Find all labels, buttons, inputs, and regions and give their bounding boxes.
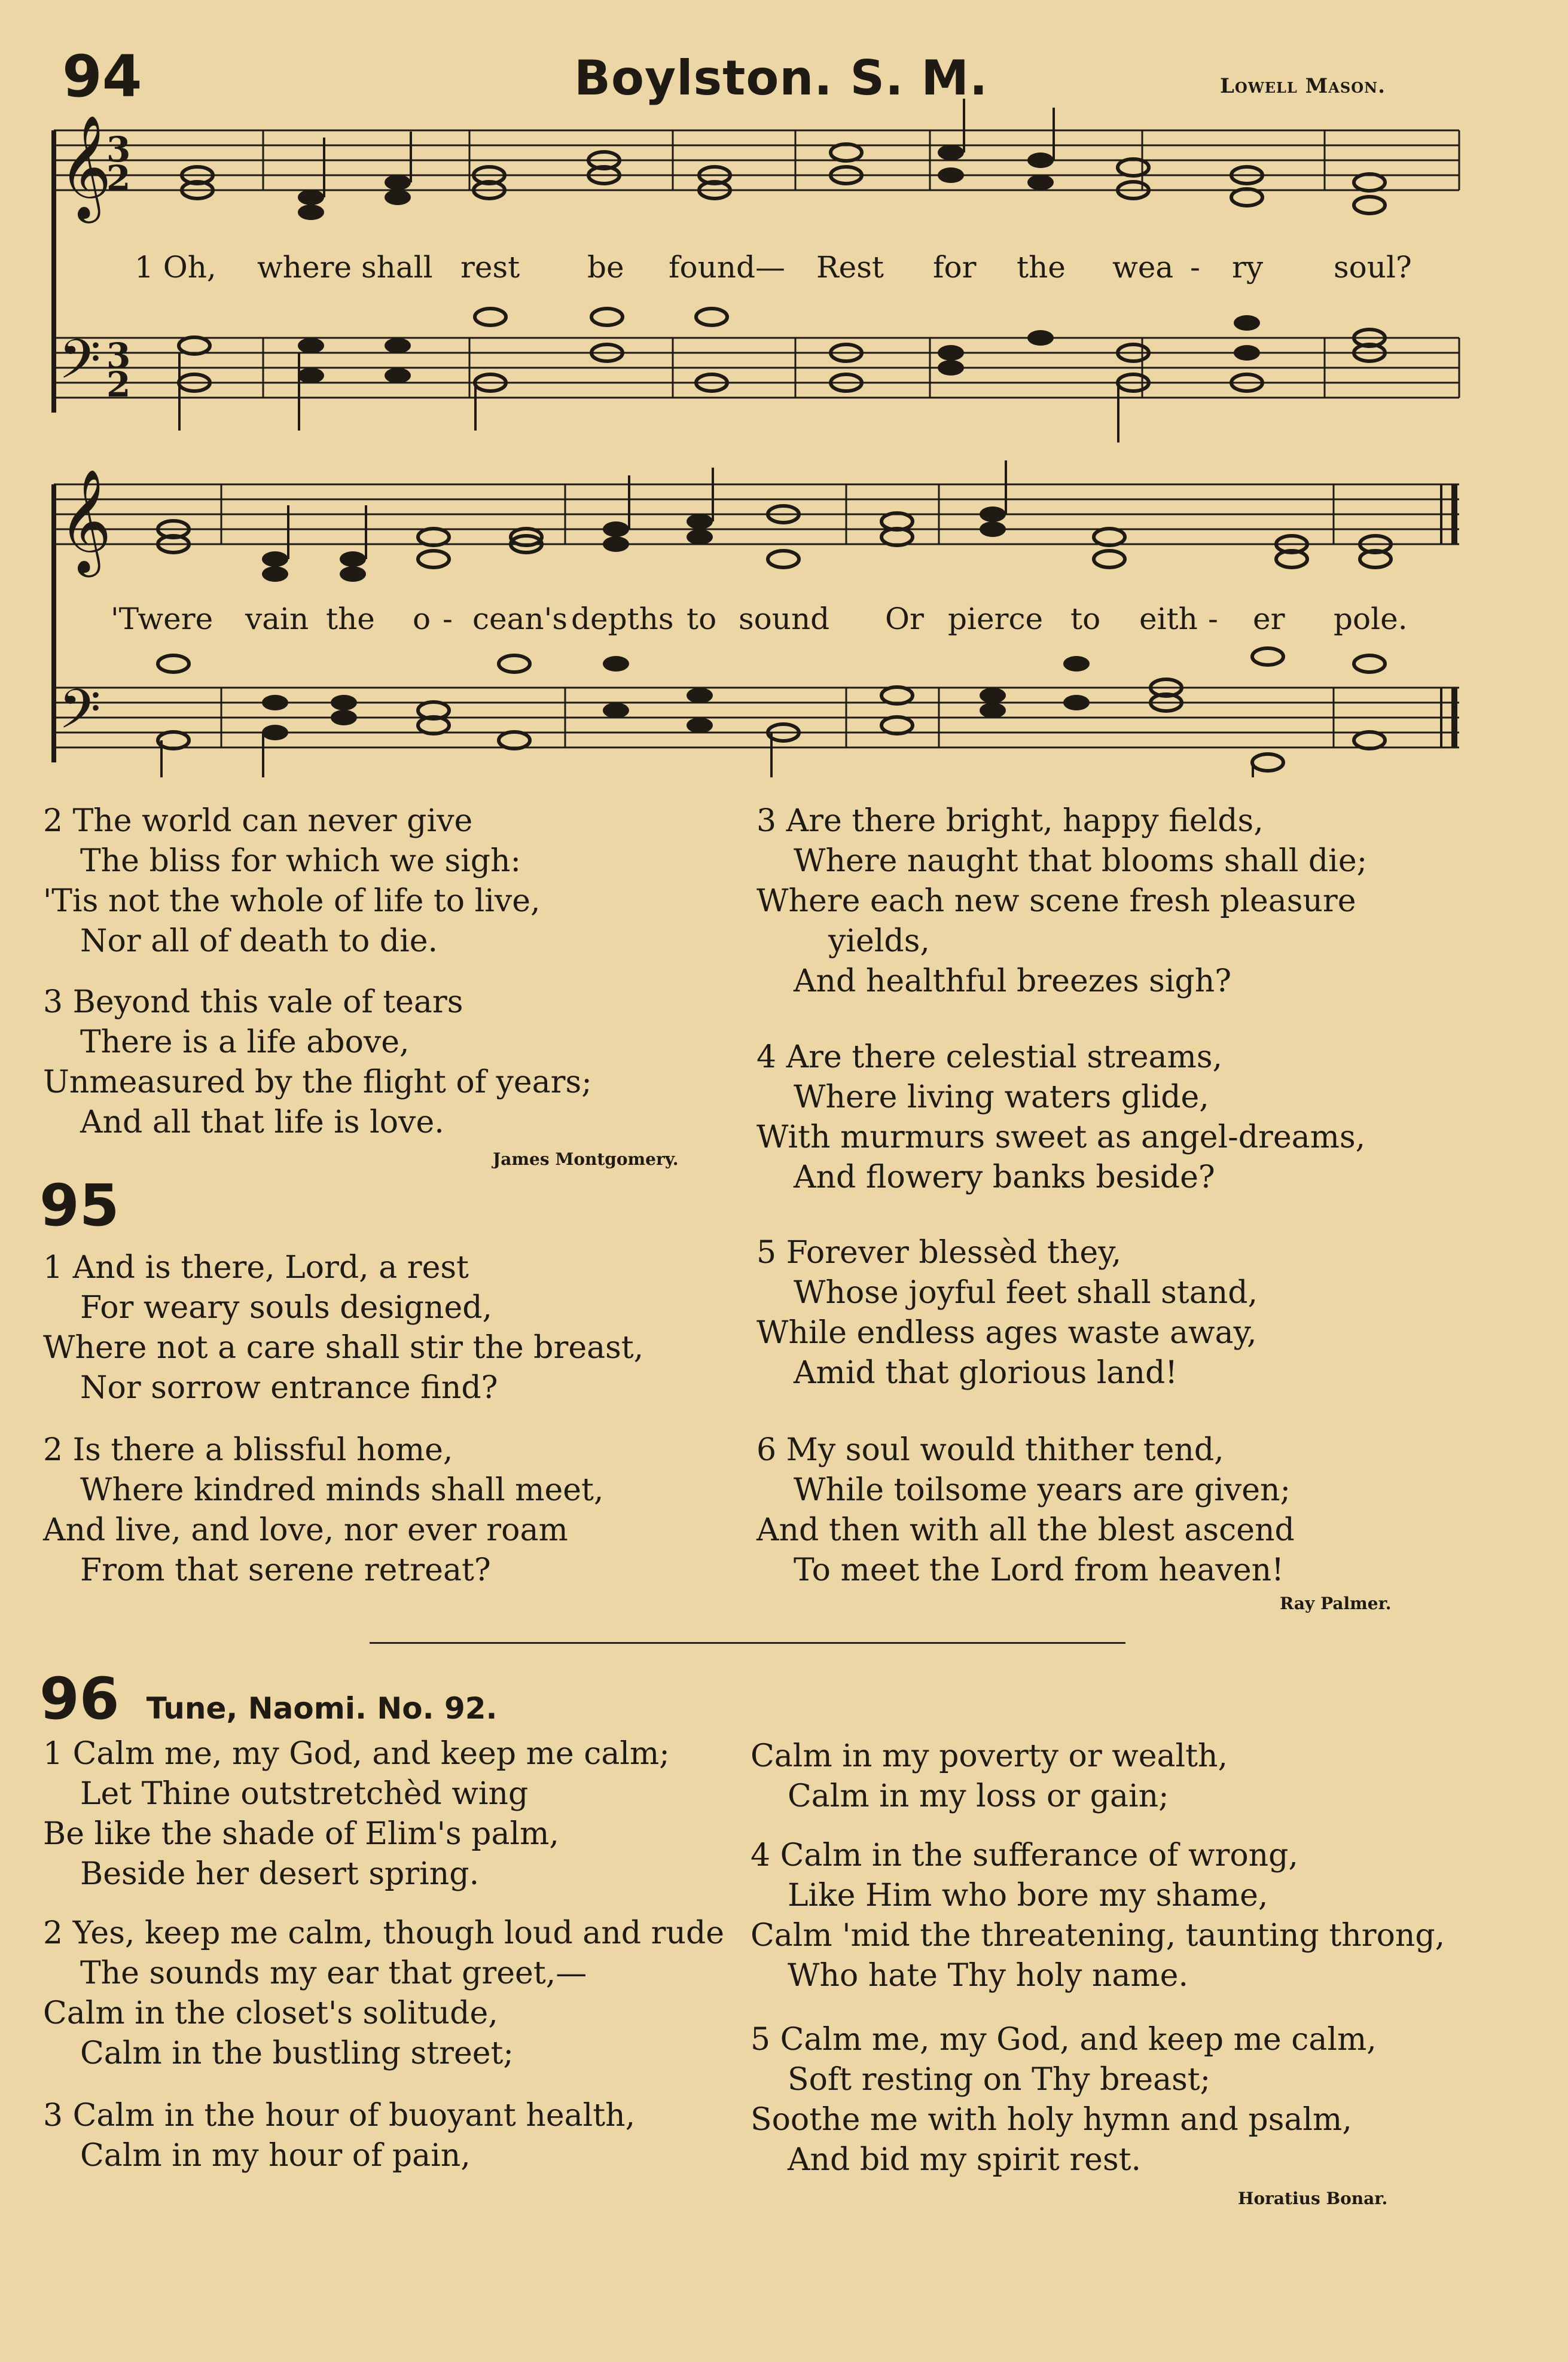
hymn96-header [39,1665,498,1732]
stanza-line: Beside her desert spring. [80,1856,480,1892]
lyric-word: sound [739,602,830,636]
stanza-line: Whose joyful feet shall stand, [794,1275,1258,1311]
tune-reference: Tune, Naomi. No. 92. [146,1691,498,1726]
stanza-line: Where naught that blooms shall die; [794,843,1368,879]
stanza-line: And flowery banks beside? [794,1159,1215,1195]
stanza-line: Calm in my poverty or wealth, [751,1738,1228,1774]
stanza-line: And all that life is love. [80,1104,444,1140]
hymn95-stanza-4 [756,1037,1365,1198]
lyric-word: er [1253,602,1285,636]
stanza-line: Calm 'mid the threatening, taunting throng, [751,1918,1445,1954]
lyric-word: for [933,250,977,285]
stanza-line: 5 Forever blessèd they, [756,1235,1122,1271]
hymn96-stanza-2 [43,1914,724,2074]
stanza-line: Calm in the closet's solitude, [43,1995,498,2031]
stanza-line: To meet the Lord from heaven! [794,1552,1285,1588]
author-credit: Ray Palmer. [1280,1594,1392,1613]
hymn-number: 96 [39,1665,120,1732]
lyric-word: - [1190,250,1200,285]
system1-treble-staff [54,130,1459,190]
lyric-word: pierce [948,602,1044,636]
stanza-line: Where kindred minds shall meet, [80,1472,604,1508]
lyric-word: Rest [816,250,884,285]
lyric-word: found— [669,250,786,285]
lyric-word: the [326,602,375,636]
stanza-line: 6 My soul would thither tend, [756,1432,1224,1468]
section-divider [370,1642,1125,1644]
stanza-line: With murmurs sweet as angel-dreams, [756,1119,1366,1155]
stanza-line: Let Thine outstretchèd wing [80,1776,529,1812]
system2-treble-staff [54,484,1459,544]
lyric-word: rest [460,250,520,285]
lyric-word: - [1208,602,1218,636]
stanza-line: 1 Calm me, my God, and keep me calm; [43,1736,670,1772]
stanza-line: While endless ages waste away, [756,1315,1257,1351]
stanza-line: 2 The world can never give [43,803,473,839]
stanza-line: Where not a care shall stir the breast, [43,1330,644,1366]
lyric-word: cean's [472,602,568,636]
lyric-word: 'Twere [111,602,213,636]
hymn96-stanza-3 [43,2096,635,2176]
stanza-line: From that serene retreat? [80,1552,491,1588]
lyric-word: where shall [257,250,433,285]
svg-text:𝄢: 𝄢 [59,328,101,404]
tune-title: Boylston. S. M. [574,50,989,106]
stanza-line: 2 Yes, keep me calm, though loud and rude [43,1915,724,1951]
stanza-line: And healthful breezes sigh? [794,963,1232,999]
lyric-word: 1 Oh, [135,250,216,285]
hymn95-stanza-5 [756,1233,1258,1393]
stanza-line: Calm in the bustling street; [80,2036,514,2071]
lyric-word: o [413,602,431,636]
stanza-line: Unmeasured by the flight of years; [43,1064,592,1100]
lyric-word: depths [571,602,674,636]
hymn-number: 95 [39,1172,120,1239]
stanza-line: Where each new scene fresh pleasure [756,883,1356,919]
lyric-word: to [1070,602,1101,636]
hymn95-stanza-6 [756,1430,1295,1591]
stanza-line: And bid my spirit rest. [788,2142,1142,2178]
svg-text:3: 3 [106,129,131,170]
stanza-line: 5 Calm me, my God, and keep me calm, [751,2022,1377,2058]
lyric-word: eith [1139,602,1198,636]
stanza-line: The sounds my ear that greet,— [80,1955,587,1991]
hymn96-stanza-5 [751,2020,1377,2180]
stanza-line: Calm in my hour of pain, [80,2138,471,2174]
svg-text:2: 2 [106,364,131,405]
stanza-line: Soft resting on Thy breast; [788,2062,1211,2098]
svg-text:𝄞: 𝄞 [59,115,112,219]
stanza-line: Like Him who bore my shame, [788,1878,1268,1914]
hymn95-stanza-2 [43,1430,603,1591]
hymn96-stanza-4 [751,1836,1445,1996]
stanza-line: Calm in my loss or gain; [788,1778,1169,1814]
stanza-line: Be like the shade of Elim's palm, [43,1816,559,1852]
lyric-word: be [587,250,624,285]
lyric-word: the [1017,250,1066,285]
stanza-line: 4 Are there celestial streams, [756,1039,1223,1075]
stanza-line: There is a life above, [80,1024,410,1060]
stanza-line: 3 Beyond this vale of tears [43,984,463,1020]
lyric-word: wea [1112,250,1174,285]
stanza-line: 4 Calm in the sufferance of wrong, [751,1838,1298,1873]
svg-text:2: 2 [106,158,131,199]
svg-text:𝄞: 𝄞 [59,469,112,573]
lyric-word: Or [885,602,924,636]
lyric-word: soul? [1334,250,1412,285]
hymn96-stanza-1 [43,1734,670,1894]
stanza-line: While toilsome years are given; [794,1472,1291,1508]
stanza-line: Who hate Thy holy name. [788,1958,1188,1994]
system2-bass-staff [54,688,1459,747]
hymn96-stanza-3-continued [751,1737,1228,1817]
author-credit: James Montgomery. [493,1149,679,1169]
composer-credit: Lowell Mason. [1220,74,1386,98]
page-number: 94 [62,43,142,110]
hymn95-stanza-3 [756,801,1367,1002]
lyric-word: pole. [1334,602,1408,636]
stanza-line: And live, and love, nor ever roam [43,1512,568,1548]
lyric-word: - [443,602,453,636]
lyric-word: to [687,602,717,636]
lyric-word: ry [1232,250,1264,285]
stanza-line: 3 Are there bright, happy fields, [756,803,1264,839]
svg-text:3: 3 [106,335,131,376]
hymn95-stanza-1 [43,1248,643,1408]
svg-text:𝄢: 𝄢 [59,678,101,754]
hymn94-stanza-3 [43,982,592,1143]
stanza-line: Where living waters glide, [794,1079,1209,1115]
stanza-line: Soothe me with holy hymn and psalm, [751,2102,1352,2138]
stanza-line: The bliss for which we sigh: [80,843,521,879]
stanza-line: 'Tis not the whole of life to live, [43,883,541,919]
stanza-line: yields, [828,923,930,959]
music-score [0,0,1568,777]
stanza-line: 2 Is there a blissful home, [43,1432,453,1468]
stanza-line: Nor sorrow entrance find? [80,1370,498,1406]
lyric-word: vain [245,602,309,636]
stanza-line: 3 Calm in the hour of buoyant health, [43,2098,636,2134]
hymn94-stanza-2 [43,801,541,962]
stanza-line: 1 And is there, Lord, a rest [43,1250,469,1286]
stanza-line: And then with all the blest ascend [756,1512,1295,1548]
stanza-line: Nor all of death to die. [80,923,438,959]
stanza-line: Amid that glorious land! [794,1355,1178,1391]
stanza-line: For weary souls designed, [80,1290,493,1326]
author-credit: Horatius Bonar. [1238,2189,1388,2208]
